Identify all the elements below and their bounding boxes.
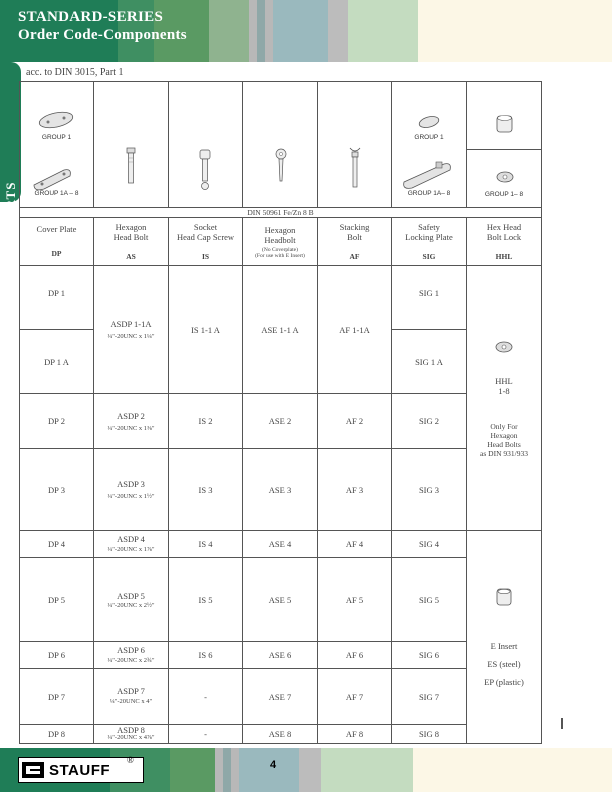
picture-row	[20, 82, 542, 208]
sig-cell: SIG 6	[392, 642, 467, 669]
sig-cell: SIG 7	[392, 669, 467, 725]
is-cell: -	[169, 725, 243, 744]
page-number: 4	[270, 759, 277, 771]
margin-tick	[561, 718, 563, 729]
dp-cell: DP 6	[20, 642, 94, 669]
af-cell: AF 5	[318, 558, 392, 642]
hex-lock-icon	[467, 83, 542, 206]
table-row	[20, 669, 542, 725]
is-cell: IS 4	[169, 531, 243, 558]
af-cell: AF 1-1A	[318, 266, 392, 394]
column-header-row	[20, 218, 542, 266]
af-cell: AF 6	[318, 642, 392, 669]
is-cell: IS 3	[169, 449, 243, 531]
cover-plate-picture-cell	[20, 82, 94, 208]
ase-cell: ASE 2	[243, 394, 318, 449]
insert-cell: E Insert ES (steel) EP (plastic)	[467, 531, 542, 744]
hex-lock-group-label: GROUP 1– 8	[484, 191, 524, 198]
is-cell: IS 5	[169, 558, 243, 642]
safety-plate-picture-cell	[392, 82, 467, 208]
sig-cell: SIG 3	[392, 449, 467, 531]
as-cell: ASDP 1-1A ¼"-20UNC x 1¼"	[94, 266, 169, 394]
socket-cap-screw-picture-cell	[169, 82, 243, 208]
ase-cell: ASE 4	[243, 531, 318, 558]
dp-cell: DP 3	[20, 449, 94, 531]
safety-group1-label: GROUP 1	[414, 134, 444, 141]
page-title-line2: Order Code-Components	[18, 27, 187, 43]
sig-cell: SIG 1 A	[392, 330, 467, 394]
dp-cell: DP 4	[20, 531, 94, 558]
is-cell: IS 6	[169, 642, 243, 669]
sig-cell: SIG 5	[392, 558, 467, 642]
ase-cell: ASE 5	[243, 558, 318, 642]
order-code-table	[19, 81, 542, 744]
sig-cell: SIG 8	[392, 725, 467, 744]
col-header-hex-bolt-lock: Hex Head Bolt Lock HHL	[467, 218, 542, 266]
af-cell: AF 8	[318, 725, 392, 744]
table-row	[20, 725, 542, 744]
stacking-bolt-icon	[318, 82, 392, 205]
safety-plate-icon	[392, 82, 467, 205]
dp-cell: DP 2	[20, 394, 94, 449]
stauff-logo	[18, 757, 144, 783]
standard-subtitle: acc. to DIN 3015, Part 1	[26, 67, 124, 78]
socket-screw-icon	[169, 82, 243, 205]
sig-cell: SIG 1	[392, 266, 467, 330]
insert-icon	[494, 587, 514, 607]
ase-cell: ASE 1-1 A	[243, 266, 318, 394]
safety-group2-label: GROUP 1A– 8	[407, 190, 451, 197]
table-row	[20, 531, 542, 558]
hexagon-head-bolt-picture-cell	[94, 82, 169, 208]
as-cell: ASDP 4 ¼"-20UNC x 1⅞"	[94, 531, 169, 558]
ase-cell: ASE 7	[243, 669, 318, 725]
ase-cell: ASE 3	[243, 449, 318, 531]
page-title-line1: STANDARD-SERIES	[18, 9, 164, 25]
hhl-cell: HHL 1-8 Only For Hexagon Head Bolts as DIN 931/933	[467, 266, 542, 531]
table-row	[20, 642, 542, 669]
as-cell: ASDP 8 ¼"-20UNC x 4⅞"	[94, 725, 169, 744]
is-cell: IS 1-1 A	[169, 266, 243, 394]
cover-plate-group1-label: GROUP 1	[41, 134, 72, 141]
col-header-safety-plate: Safety Locking Plate SIG	[392, 218, 467, 266]
table-row	[20, 394, 542, 449]
as-cell: ASDP 5 ¼"-20UNC x 2½"	[94, 558, 169, 642]
stacking-bolt-picture-cell	[318, 82, 392, 208]
af-cell: AF 3	[318, 449, 392, 531]
hex-lock-picture-cell	[467, 82, 542, 208]
af-cell: AF 4	[318, 531, 392, 558]
cover-plate-icon	[20, 82, 94, 205]
dp-cell: DP 5	[20, 558, 94, 642]
col-header-socket-cap-screw: Socket Head Cap Screw IS	[169, 218, 243, 266]
registered-mark: ®	[127, 755, 134, 765]
hexagon-bolt-icon	[94, 82, 169, 205]
as-cell: ASDP 6 ¼"-20UNC x 2¾"	[94, 642, 169, 669]
ase-cell: ASE 8	[243, 725, 318, 744]
ase-cell: ASE 6	[243, 642, 318, 669]
as-cell: ASDP 7 ¼"-20UNC x 4"	[94, 669, 169, 725]
dp-cell: DP 1 A	[20, 330, 94, 394]
af-cell: AF 2	[318, 394, 392, 449]
col-header-hexagon-headbolt: Hexagon Headbolt (No Coverplate) (For use with E Insert)	[243, 218, 318, 266]
sig-cell: SIG 4	[392, 531, 467, 558]
dp-cell: DP 7	[20, 669, 94, 725]
table-row	[20, 266, 542, 330]
sig-cell: SIG 2	[392, 394, 467, 449]
dp-cell: DP 8	[20, 725, 94, 744]
dp-cell: DP 1	[20, 266, 94, 330]
headbolt-icon	[243, 82, 318, 205]
stauff-logo-icon	[21, 761, 45, 779]
side-tab-label: SUPPORTS	[3, 181, 18, 257]
col-header-stacking-bolt: Stacking Bolt AF	[318, 218, 392, 266]
hex-lock-small-icon	[492, 338, 516, 356]
table-row	[20, 558, 542, 642]
is-cell: -	[169, 669, 243, 725]
as-cell: ASDP 3 ¼"-20UNC x 1½"	[94, 449, 169, 531]
table-row	[20, 449, 542, 531]
brand-name: STAUFF	[49, 761, 111, 779]
hexagon-headbolt-picture-cell	[243, 82, 318, 208]
is-cell: IS 2	[169, 394, 243, 449]
din-standard-row: DIN 50961 Fe/Zn 8 B	[20, 208, 542, 218]
cover-plate-group2-label: GROUP 1A – 8	[34, 190, 79, 197]
af-cell: AF 7	[318, 669, 392, 725]
section-side-tab	[0, 62, 21, 257]
as-cell: ASDP 2 ¼"-20UNC x 1⅜"	[94, 394, 169, 449]
col-header-cover-plate: Cover Plate DP	[20, 218, 94, 266]
col-header-hexagon-head-bolt: Hexagon Head Bolt AS	[94, 218, 169, 266]
